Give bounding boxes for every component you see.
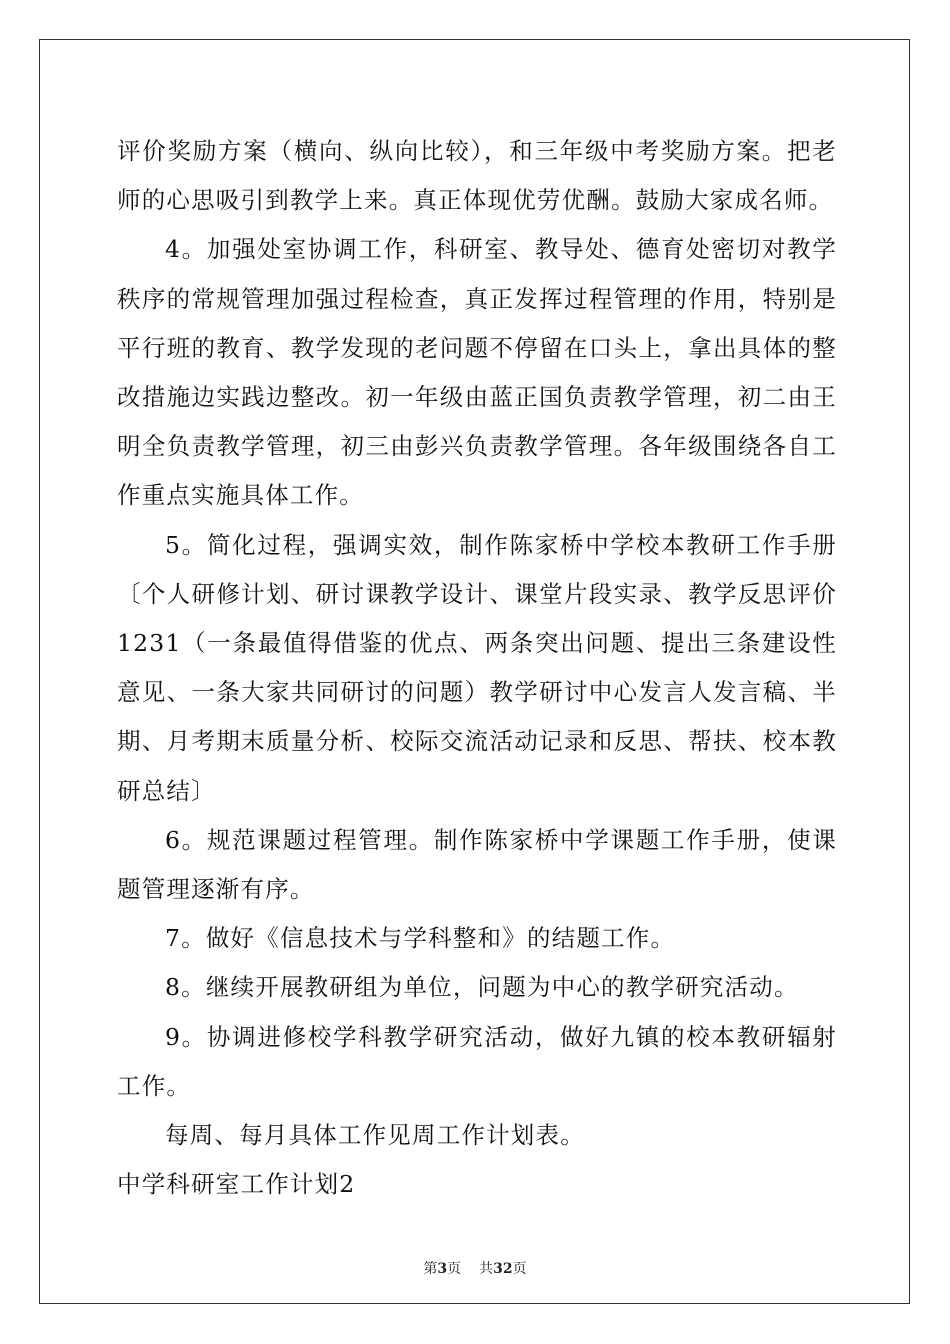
footer-total-pages: 32 (493, 1261, 513, 1277)
paragraph-8: 每周、每月具体工作见周工作计划表。 (165, 1121, 585, 1150)
paragraph-2: 4。加强处室协调工作，科研室、教导处、德育处密切对教学秩序的常规管理加强过程检查，真正发挥过程管理的作用，特别是平行班的教育、教学发现的老问题不停留在口头上，拿出具体的整改措施边实践边整改。初一年级由蓝正国负责教学管理，初二由王明全负责教学管理，初三由彭兴负责教学管理。各年级围绕各自工作重点实施具体工作。 (117, 235, 837, 510)
document-body (117, 127, 837, 1209)
paragraph-1: 评价奖励方案（横向、纵向比较），和三年级中考奖励方案。把老师的心思吸引到教学上来。真正体现优劳优酬。鼓励大家成名师。 (117, 137, 837, 215)
footer-page-number: 3 (437, 1261, 448, 1277)
section-heading: 中学科研室工作计划2 (117, 1170, 356, 1199)
paragraph-4: 6。规范课题过程管理。制作陈家桥中学课题工作手册，使课题管理逐渐有序。 (117, 825, 837, 904)
footer-total-prefix: 共 (479, 1261, 494, 1277)
footer-total-suffix: 页 (512, 1261, 527, 1277)
footer-page-suffix: 页 (447, 1261, 462, 1277)
page-footer (0, 1258, 950, 1278)
paragraph-6: 8。继续开展教研组为单位，问题为中心的教学研究活动。 (165, 973, 799, 1002)
paragraph-5: 7。做好《信息技术与学科整和》的结题工作。 (165, 924, 676, 953)
paragraph-3: 5。简化过程，强调实效，制作陈家桥中学校本教研工作手册〔个人研修计划、研讨课教学设计、课堂片段实录、教学反思评价1231（一条最值得借鉴的优点、两条突出问题、提出三条建设性意见、一条大家共同研讨的问题）教学研讨中心发言人发言稿、半期、月考期末质量分析、校际交流活动记录和反思、帮扶、校本教研总结〕 (117, 530, 837, 805)
footer-prefix: 第 (423, 1261, 438, 1277)
paragraph-7: 9。协调进修校学科教学研究活动，做好九镇的校本教研辐射工作。 (117, 1022, 837, 1100)
